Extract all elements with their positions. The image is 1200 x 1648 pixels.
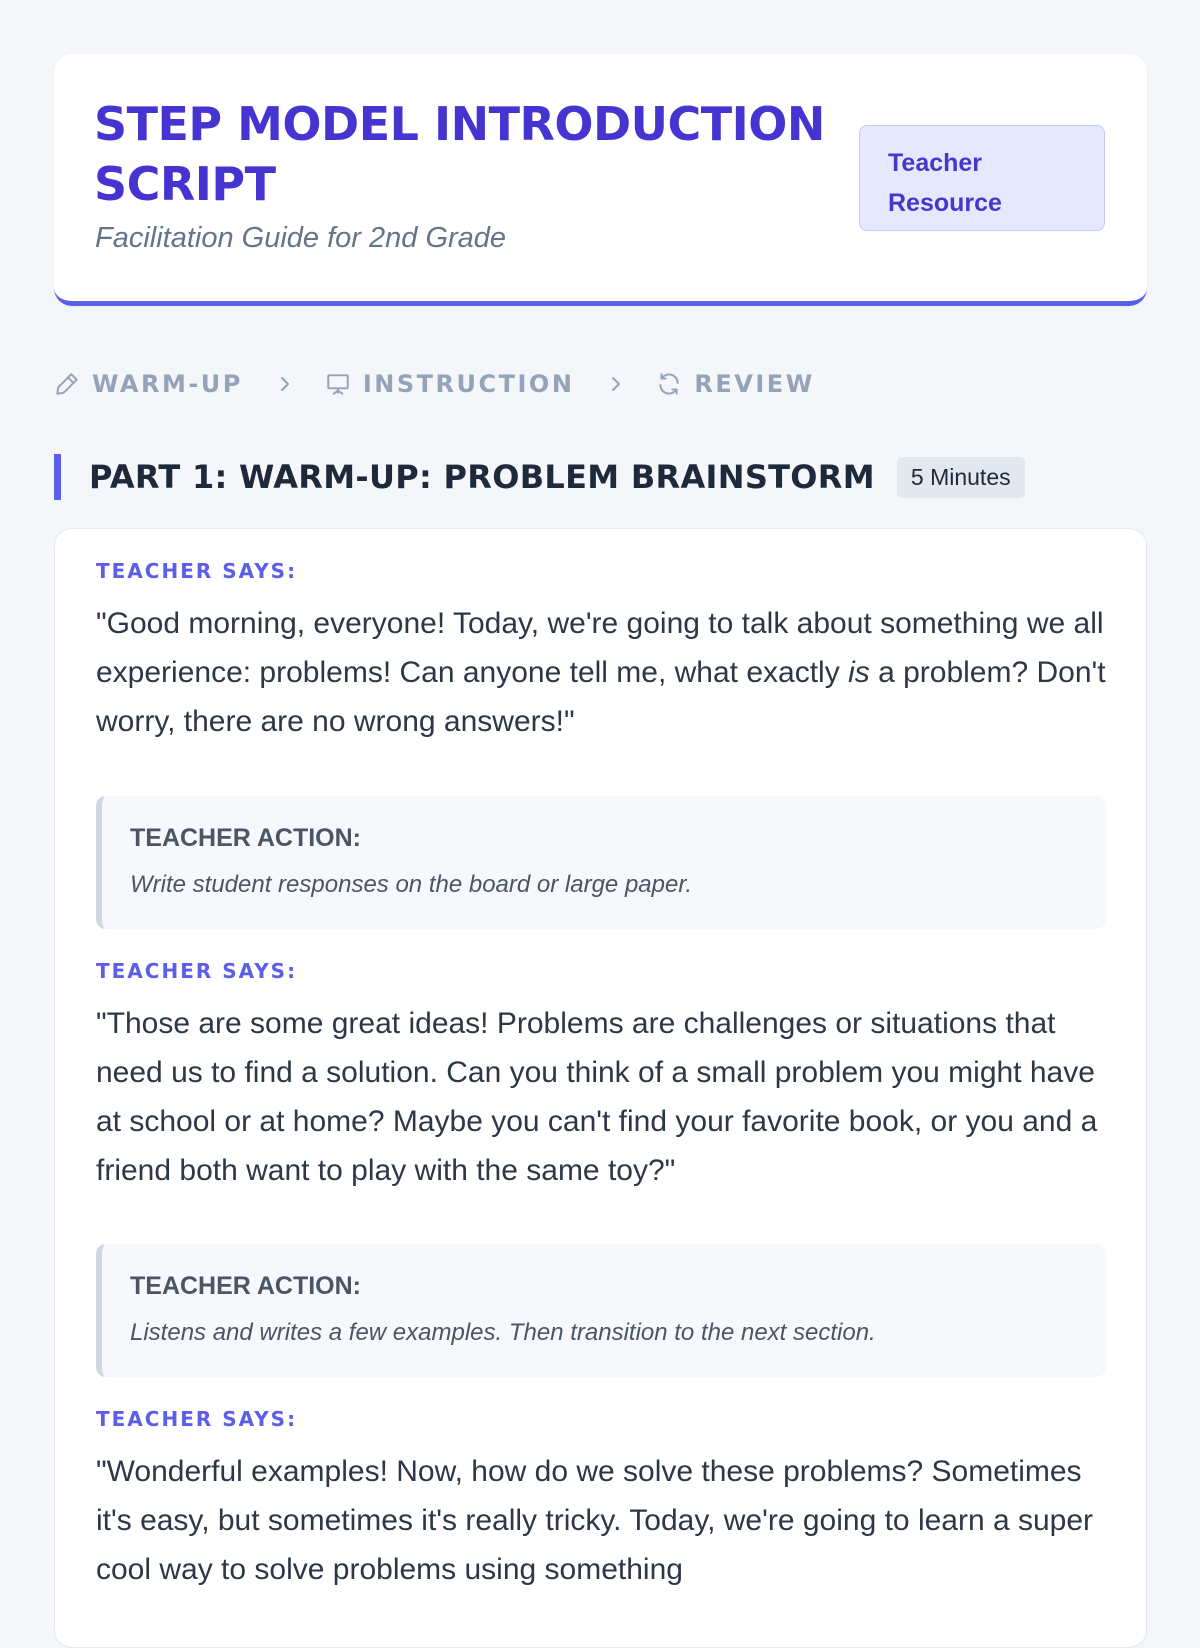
breadcrumb-item-review[interactable]: [656, 370, 814, 398]
breadcrumb-item-warm-up[interactable]: [54, 370, 243, 398]
teacher-resource-badge: Teacher Resource: [859, 125, 1105, 231]
presentation-icon: [325, 371, 351, 397]
teacher-action-text: Listens and writes a few examples. Then transition to the next section.: [130, 1319, 876, 1346]
chevron-right-icon: [606, 374, 626, 394]
refresh-icon: [656, 371, 682, 397]
section-heading: [54, 454, 1025, 500]
section-title: PART 1: WARM-UP: PROBLEM BRAINSTORM: [89, 458, 875, 496]
page-title: STEP MODEL INTRODUCTION SCRIPT: [94, 97, 825, 211]
teacher-action-label: TEACHER ACTION:: [130, 824, 362, 852]
breadcrumb: [54, 366, 815, 402]
header-card: [54, 54, 1147, 306]
breadcrumb-item-instruction[interactable]: [325, 370, 575, 398]
breadcrumb-label: INSTRUCTION: [362, 370, 575, 398]
breadcrumb-label: WARM-UP: [92, 370, 243, 398]
teacher-says-text: "Good morning, everyone! Today, we're going to talk about something we all experience: problems! Can anyone tell me, what exactly is a problem? Don't worry, there are no wrong answers!": [96, 607, 1106, 738]
teacher-says-label: TEACHER SAYS:: [96, 959, 298, 983]
section-accent-bar: [54, 454, 61, 500]
chevron-right-icon: [275, 374, 295, 394]
teacher-says-label: TEACHER SAYS:: [96, 1407, 298, 1431]
teacher-action-box: [96, 796, 1106, 929]
teacher-action-box: [96, 1244, 1106, 1377]
emphasis: is: [848, 656, 870, 689]
teacher-says-text: "Those are some great ideas! Problems are challenges or situations that need us to find a solution. Can you think of a small problem you might have at school or at home? Maybe you can't find your favorite book, or you and a friend both want to play with the same toy?": [96, 1007, 1098, 1187]
teacher-action-label: TEACHER ACTION:: [130, 1272, 362, 1300]
breadcrumb-label: REVIEW: [694, 370, 815, 398]
teacher-says-text: "Wonderful examples! Now, how do we solve these problems? Sometimes it's easy, but sometimes it's really tricky. Today, we're going to learn a super cool way to solve problems using something: [96, 1455, 1094, 1586]
teacher-action-text: Write student responses on the board or large paper.: [130, 871, 693, 898]
script-card: [54, 528, 1147, 1648]
pencil-icon: [54, 371, 80, 397]
teacher-says-label: TEACHER SAYS:: [96, 559, 298, 583]
duration-badge: 5 Minutes: [897, 457, 1025, 498]
page-subtitle: Facilitation Guide for 2nd Grade: [95, 222, 507, 254]
